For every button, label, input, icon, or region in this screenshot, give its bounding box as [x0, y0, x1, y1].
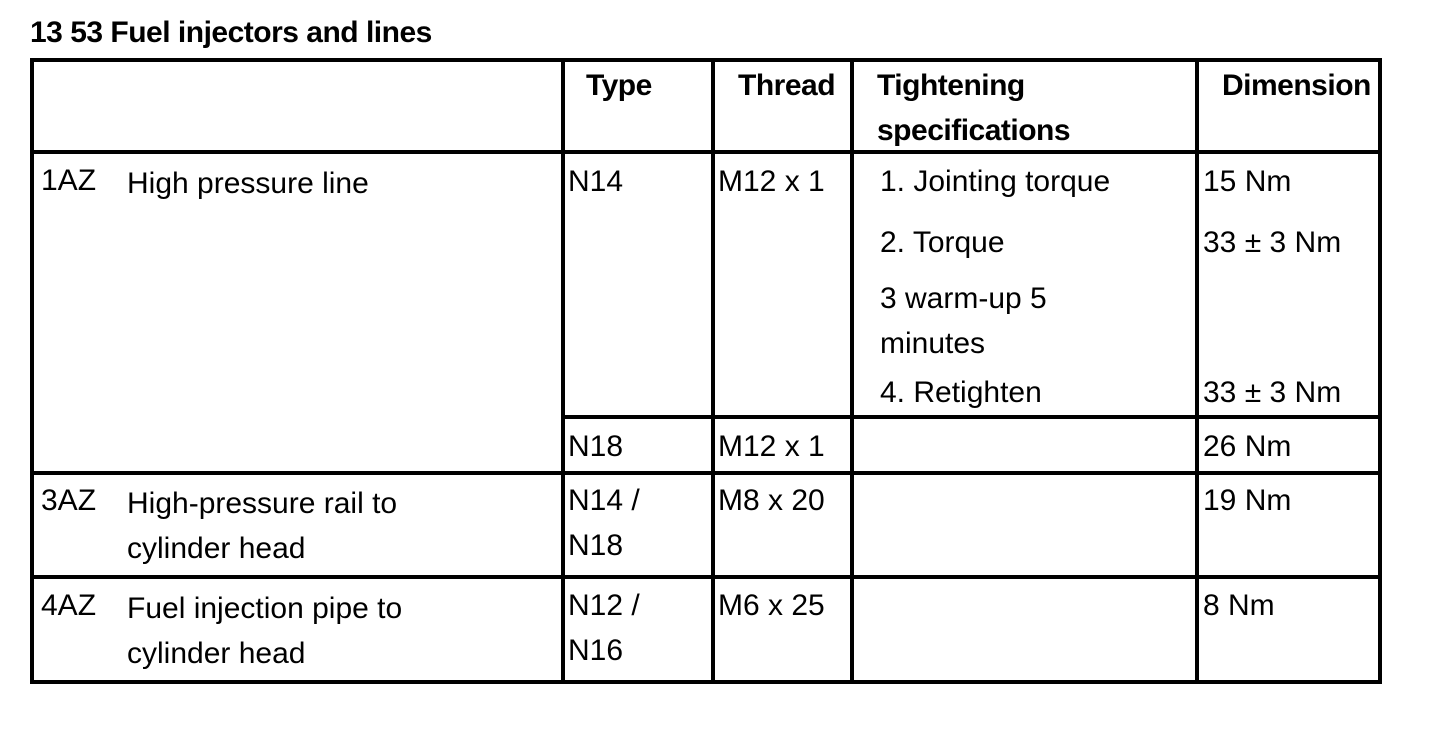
cell-type-cont: N18	[568, 529, 624, 562]
row-code: 4AZ	[41, 589, 97, 622]
spec-step-cont: minutes	[880, 327, 986, 360]
spec-value: 33 ± 3 Nm	[1203, 226, 1342, 259]
row-part-name-cont: cylinder head	[127, 532, 306, 565]
row-part-name: Fuel injection pipe to	[127, 592, 403, 625]
row-divider	[30, 471, 1382, 475]
row-part-name-cont: cylinder head	[127, 637, 306, 670]
subrow-divider	[561, 415, 1382, 419]
cell-thread: M12 x 1	[718, 165, 825, 198]
cell-type: N14	[568, 165, 624, 198]
cell-thread: M12 x 1	[718, 430, 825, 463]
header-spec-line2: specifications	[877, 114, 1071, 147]
header-type: Type	[586, 69, 652, 102]
spec-step: 2. Torque	[880, 226, 1005, 259]
header-thread: Thread	[738, 69, 836, 102]
cell-thread: M8 x 20	[718, 484, 825, 517]
page-title: 13 53 Fuel injectors and lines	[30, 16, 432, 49]
header-dimension: Dimension	[1222, 69, 1371, 102]
spec-value: 26 Nm	[1203, 430, 1292, 463]
spec-step: 4. Retighten	[880, 376, 1042, 409]
spec-value: 33 ± 3 Nm	[1203, 376, 1342, 409]
spec-value: 8 Nm	[1203, 589, 1275, 622]
cell-type-cont: N16	[568, 634, 624, 667]
cell-type: N14 /	[568, 484, 640, 517]
header-spec-line1: Tightening	[877, 69, 1025, 102]
row-code: 3AZ	[41, 484, 97, 517]
spec-step: 1. Jointing torque	[880, 165, 1111, 198]
row-code: 1AZ	[41, 164, 97, 197]
spec-value: 19 Nm	[1203, 484, 1292, 517]
row-part-name: High pressure line	[127, 167, 369, 200]
cell-type: N12 /	[568, 589, 640, 622]
cell-type: N18	[568, 430, 624, 463]
cell-thread: M6 x 25	[718, 589, 825, 622]
spec-value: 15 Nm	[1203, 165, 1292, 198]
row-part-name: High-pressure rail to	[127, 487, 398, 520]
spec-step: 3 warm-up 5	[880, 282, 1047, 315]
header-divider	[30, 150, 1382, 154]
row-divider	[30, 575, 1382, 579]
